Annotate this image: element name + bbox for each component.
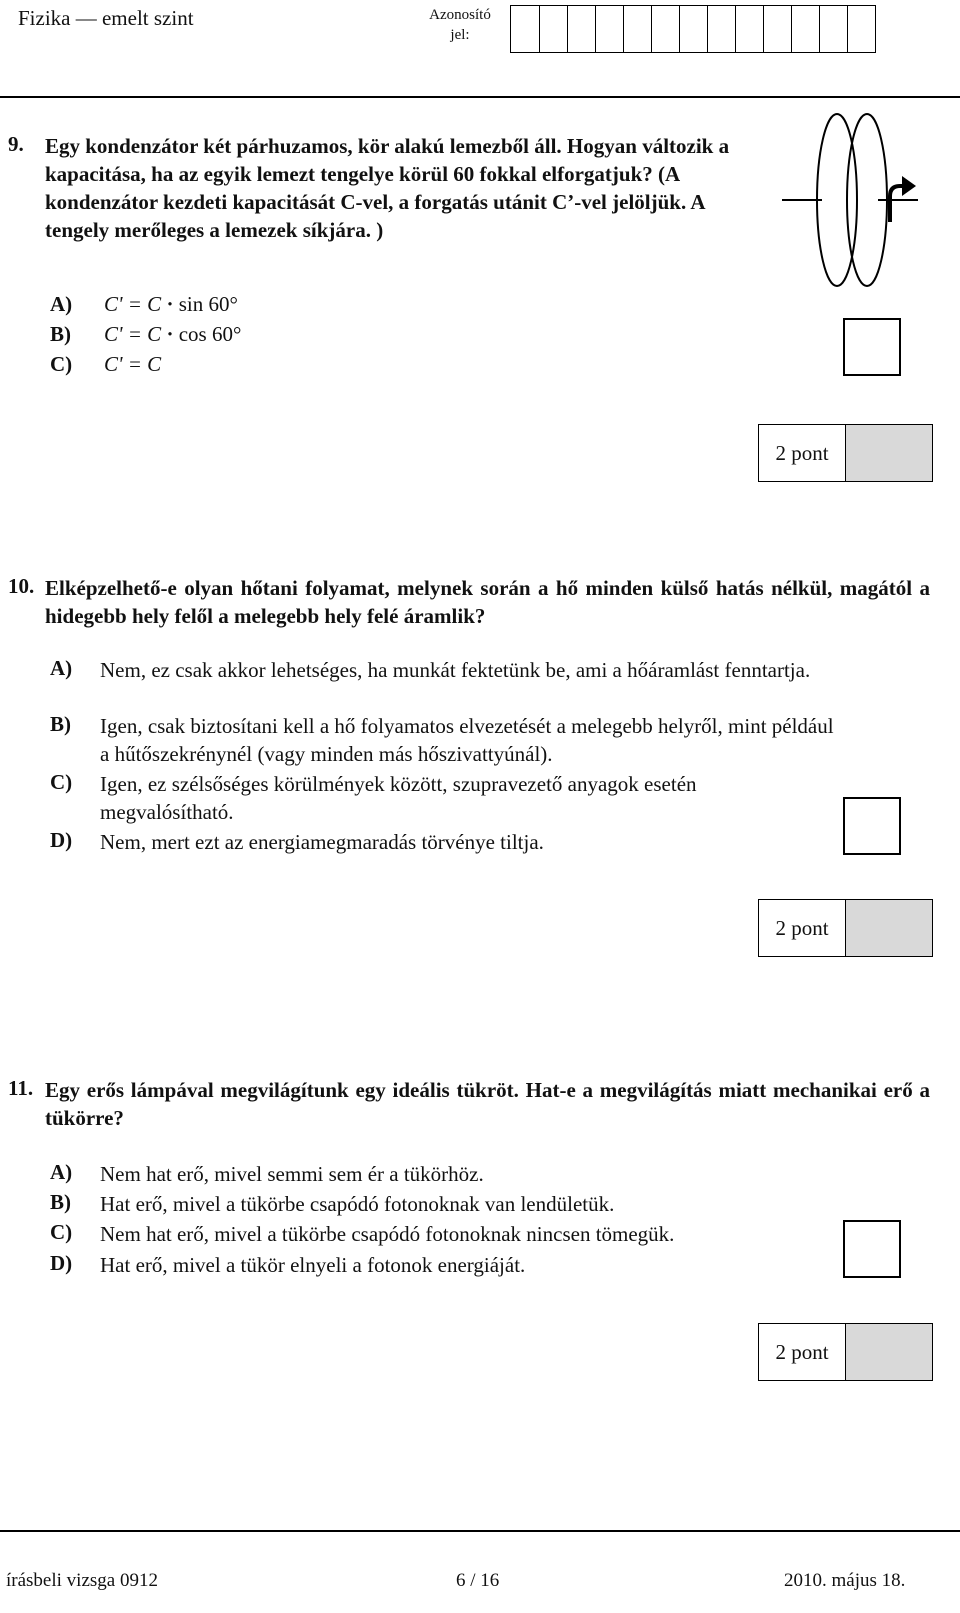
q9-number: 9. (8, 132, 24, 156)
q9-text: Egy kondenzátor két párhuzamos, kör alakú lemezből áll. Hogyan változik a kapacitása, ha az egyik lemezt tengelye körül 60 fokkal elforgatjuk? (A kondenzátor kezdeti kapacitását C-vel, a forgatás utánit C’-vel jelöljük. A tengely merőleges a lemezek síkjára. ) (45, 134, 730, 242)
footer-exam-code: írásbeli vizsga 0912 (6, 1570, 158, 1591)
id-cell[interactable] (623, 6, 651, 52)
option-text: Igen, csak biztosítani kell a hő folyamatos elvezetését a melegebb helyről, mint például a hűtőszekrénynél (vagy minden más hőszivattyúnál). (100, 714, 834, 766)
footer-divider (0, 1530, 960, 1532)
q9-points-box (758, 424, 933, 482)
id-label-line2: jel: (450, 27, 470, 43)
option-letter: C) (50, 1220, 73, 1244)
option-letter: B) (50, 1190, 71, 1214)
points-label: 2 pont (759, 425, 846, 481)
q10-text: Elképzelhető-e olyan hőtani folyamat, melynek során a hő minden külső hatás nélkül, magától a hidegebb hely felől a melegebb hely felé áramlik? (45, 576, 930, 628)
q9-option-c (50, 352, 161, 377)
q10-points-box (758, 899, 933, 957)
option-formula: C' = C (104, 352, 162, 376)
option-formula: C' = C · cos 60° (104, 322, 242, 346)
q9-option-a (50, 292, 238, 317)
option-letter: C) (50, 770, 73, 794)
q10-number: 10. (8, 574, 35, 598)
q10-option-b (50, 712, 840, 768)
id-cell[interactable] (791, 6, 819, 52)
id-cell[interactable] (819, 6, 847, 52)
q11-option-a (50, 1160, 484, 1188)
id-cell[interactable] (651, 6, 679, 52)
option-letter: A) (50, 656, 73, 680)
option-text: Hat erő, mivel a tükör elnyeli a fotonok energiáját. (100, 1253, 526, 1277)
option-letter: B) (50, 712, 71, 736)
score-field[interactable] (846, 900, 932, 956)
q11-option-b (50, 1190, 614, 1218)
header-divider (0, 96, 960, 98)
q11-option-c (50, 1220, 674, 1248)
option-letter: A) (50, 292, 73, 316)
option-letter: B) (50, 322, 71, 346)
id-cell[interactable] (567, 6, 595, 52)
option-text: Hat erő, mivel a tükörbe csapódó fotonoknak van lendületük. (100, 1192, 615, 1216)
id-code-grid[interactable] (510, 5, 876, 53)
option-formula: C' = C · sin 60° (104, 292, 238, 316)
q9-answer-box[interactable] (843, 318, 901, 376)
option-letter: C) (50, 352, 73, 376)
option-text: Nem, mert ezt az energiamegmaradás törvénye tiltja. (100, 830, 544, 854)
id-cell[interactable] (707, 6, 735, 52)
id-cell[interactable] (595, 6, 623, 52)
q9-option-b (50, 322, 241, 347)
q11-answer-box[interactable] (843, 1220, 901, 1278)
id-cell[interactable] (763, 6, 791, 52)
score-field[interactable] (846, 425, 932, 481)
q11-text: Egy erős lámpával megvilágítunk egy ideális tükröt. Hat-e a megvilágítás miatt mechanikai erő a tükörre? (45, 1078, 930, 1130)
q10-answer-box[interactable] (843, 797, 901, 855)
q10-option-c (50, 770, 820, 826)
q10-option-a (50, 656, 840, 684)
capacitor-plates-diagram (780, 110, 920, 290)
id-label (417, 5, 503, 45)
q11-option-d (50, 1251, 525, 1279)
id-cell[interactable] (735, 6, 763, 52)
id-label-line1: Azonosító (429, 7, 491, 23)
score-field[interactable] (846, 1324, 932, 1380)
id-cell[interactable] (847, 6, 875, 52)
option-text: Nem, ez csak akkor lehetséges, ha munkát fektetünk be, ami a hőáramlást fenntartja. (100, 658, 811, 682)
q10-option-d (50, 828, 820, 856)
q11-points-box (758, 1323, 933, 1381)
option-text: Igen, ez szélsőséges körülmények között, szupravezető anyagok esetén megvalósítható. (100, 772, 697, 824)
q11-number: 11. (8, 1076, 34, 1100)
option-text: Nem hat erő, mivel semmi sem ér a tükörhöz. (100, 1162, 484, 1186)
id-cell[interactable] (679, 6, 707, 52)
id-cell[interactable] (539, 6, 567, 52)
id-cell[interactable] (511, 6, 539, 52)
footer-page-number: 6 / 16 (456, 1570, 500, 1591)
option-letter: D) (50, 1251, 73, 1275)
points-label: 2 pont (759, 900, 846, 956)
option-letter: A) (50, 1160, 73, 1184)
footer-date: 2010. május 18. (784, 1570, 906, 1591)
points-label: 2 pont (759, 1324, 846, 1380)
subject-title: Fizika — emelt szint (18, 6, 194, 30)
option-letter: D) (50, 828, 73, 852)
option-text: Nem hat erő, mivel a tükörbe csapódó fotonoknak nincsen tömegük. (100, 1222, 675, 1246)
